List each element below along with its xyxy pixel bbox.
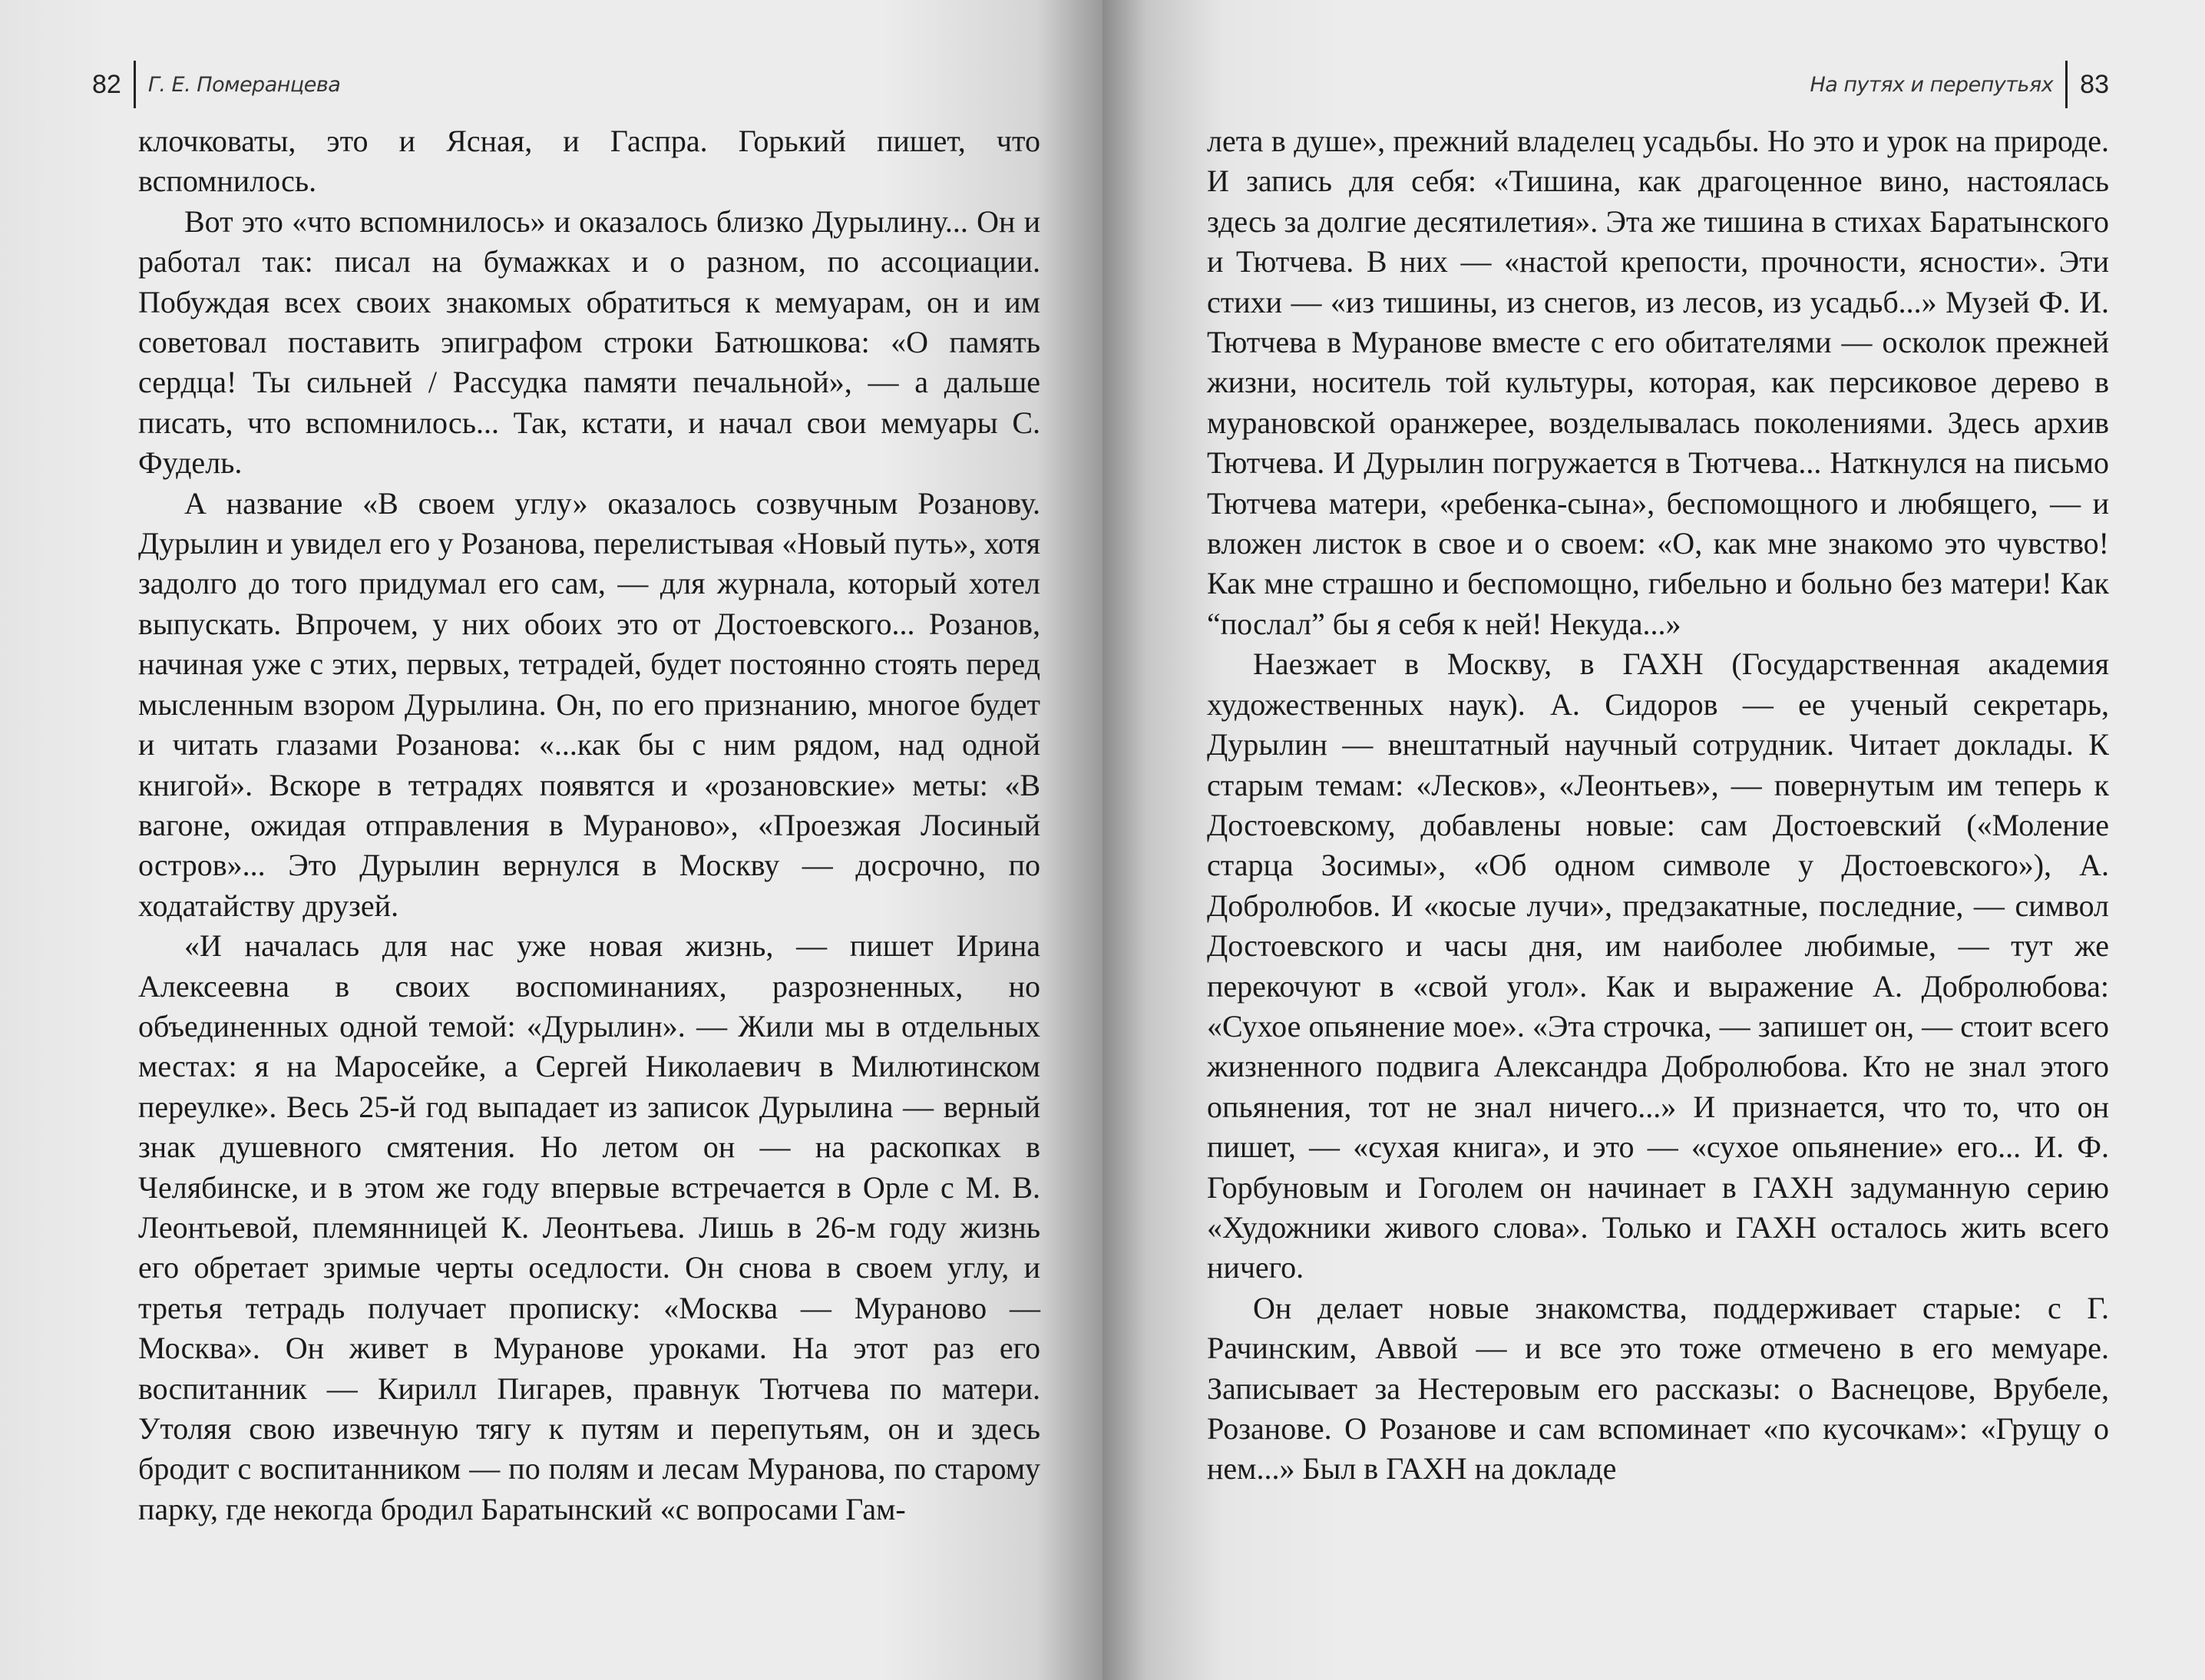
paragraph: клочковаты, это и Ясная, и Гаспра. Горький пишет, что вспомнилось.	[138, 124, 1040, 199]
header-rule-left	[134, 61, 136, 108]
right-running-head	[1810, 61, 2109, 107]
chapter-header: На путях и перепутьях	[1810, 72, 2054, 97]
paragraph: Он делает новые знакомства, поддерживает старые: с Г. Рачинским, Аввой — и все это тоже отмечено в его мемуаре. Записывает за Нестеровым его рассказы: о Васнецове, Врубеле, Розанове. О Розанове и сам вспоминает «по кусочкам»: «Грущу о нем...» Был в ГАХН на докладе	[1207, 1290, 2109, 1487]
paragraph: А название «В своем углу» оказалось созвучным Розанову. Дурылин и увидел его у Розанова, перелистывая «Новый путь», хотя задолго до того придумал его сам, — для журнала, который хотел выпускать. Впрочем, у них обоих это от Достоевского... Розанов, начиная уже с этих, первых, тетрадей, будет постоянно стоять перед мысленным взором Дурылина. Он, по его признанию, многое будет и читать глазами Розанова: «...как бы с ним рядом, над одной книгой». Вскоре в тетрадях появятся и «розановские» меты: «В вагоне, ожидая отправления в Мураново», «Проезжая Лосиный остров»... Это Дурылин вернулся в Москву — досрочно, по ходатайству друзей.	[138, 485, 1040, 923]
left-running-head	[92, 61, 340, 107]
paragraph: Наезжает в Москву, в ГАХН (Государственная академия художественных наук). А. Сидоров — ее ученый секретарь, Дурылин — внештатный научный сотрудник. Читает доклады. К старым темам: «Лесков», «Леонтьев», — повернутым им теперь к Достоевскому, добавлены новые: сам Достоевский («Моление старца Зосимы», «Об одном символе у Достоевского»), А. Добролюбов. И «косые лучи», предзакатные, последние, — символ Достоевского и часы дня, им наиболее любимые, — тут же перекочуют в «свой угол». Как и выражение А. Добролюбова: «Сухое опьянение мое». «Эта строчка, — запишет он, — стоит всего жизненного подвига Александра Добролюбова. Кто не знал этого опьянения, тот не знал ничего...» И признается, что то, что он пишет, — «сухая книга», и это — «сухое опьянение» его... И. Ф. Горбуновым и Гоголем он начинает в ГАХН задуманную серию «Художники живого слова». Только и ГАХН осталось жить всего ничего.	[1207, 647, 2109, 1285]
paragraph: «И началась для нас уже новая жизнь, — пишет Ирина Алексеевна в своих воспоминаниях, разрозненных, но объединенных одной темой: «Дурылин». — Жили мы в отдельных местах: я на Маросейке, а Сергей Николаевич в Милютинском переулке». Весь 25-й год выпадает из записок Дурылина — верный знак душевного смятения. Но летом он — на раскопках в Челябинске, и в этом же году впервые встречается в Орле с М. В. Леонтьевой, племянницей К. Леонтьева. Лишь в 26-м году жизнь его обретает зримые черты оседлости. Он снова в своем углу, и третья тетрадь получает прописку: «Москва — Мураново — Москва». Он живет в Муранове уроками. На этот раз его воспитанник — Кирилл Пигарев, правнук Тютчева по матери. Утоляя свою извечную тягу к путям и перепутьям, он и здесь бродит с воспитанником — по полям и лесам Муранова, по старому парку, где некогда бродил Баратынский «с вопросами Гам-	[138, 928, 1040, 1526]
paragraph: Вот это «что вспомнилось» и оказалось близко Дурылину... Он и работал так: писал на бумажках и о разном, по ассоциации. Побуждая всех своих знакомых обратиться к мемуарам, он и им советовал поставить эпиграфом строки Батюшкова: «О память сердца! Ты сильней / Рассудка памяти печальной», — а дальше писать, что вспомнилось... Так, кстати, и начал свои мемуары С. Фудель.	[138, 203, 1040, 481]
left-page	[0, 0, 1102, 1680]
author-header: Г. Е. Померанцева	[147, 72, 341, 97]
left-page-text	[138, 121, 1040, 1530]
header-rule-right	[2065, 61, 2068, 108]
page-number-right: 83	[2080, 69, 2109, 99]
right-page-text	[1207, 121, 2109, 1490]
right-page	[1102, 0, 2205, 1680]
page-number-left: 82	[92, 69, 121, 99]
paragraph: лета в душе», прежний владелец усадьбы. Но это и урок на природе. И запись для себя: «Тишина, как драгоценное вино, настоялась здесь за долгие десятилетия». Эта же тишина в стихах Баратынского и Тютчева. В них — «настой крепости, прочности, ясности». Эти стихи — «из тишины, из снегов, из лесов, из усадьб...» Музей Ф. И. Тютчева в Муранове вместе с его обитателями — осколок прежней жизни, носитель той культуры, которая, как персиковое дерево в мурановской оранжерее, возделывалась поколениями. Здесь архив Тютчева. И Дурылин погружается в Тютчева... Наткнулся на письмо Тютчева матери, «ребенка-сына», беспомощного и любящего, — и вложен листок в свое и о своем: «О, как мне знакомо это чувство! Как мне страшно и беспомощно, гибельно и больно без матери! Как “послал” бы я себя к ней! Некуда...»	[1207, 124, 2109, 641]
